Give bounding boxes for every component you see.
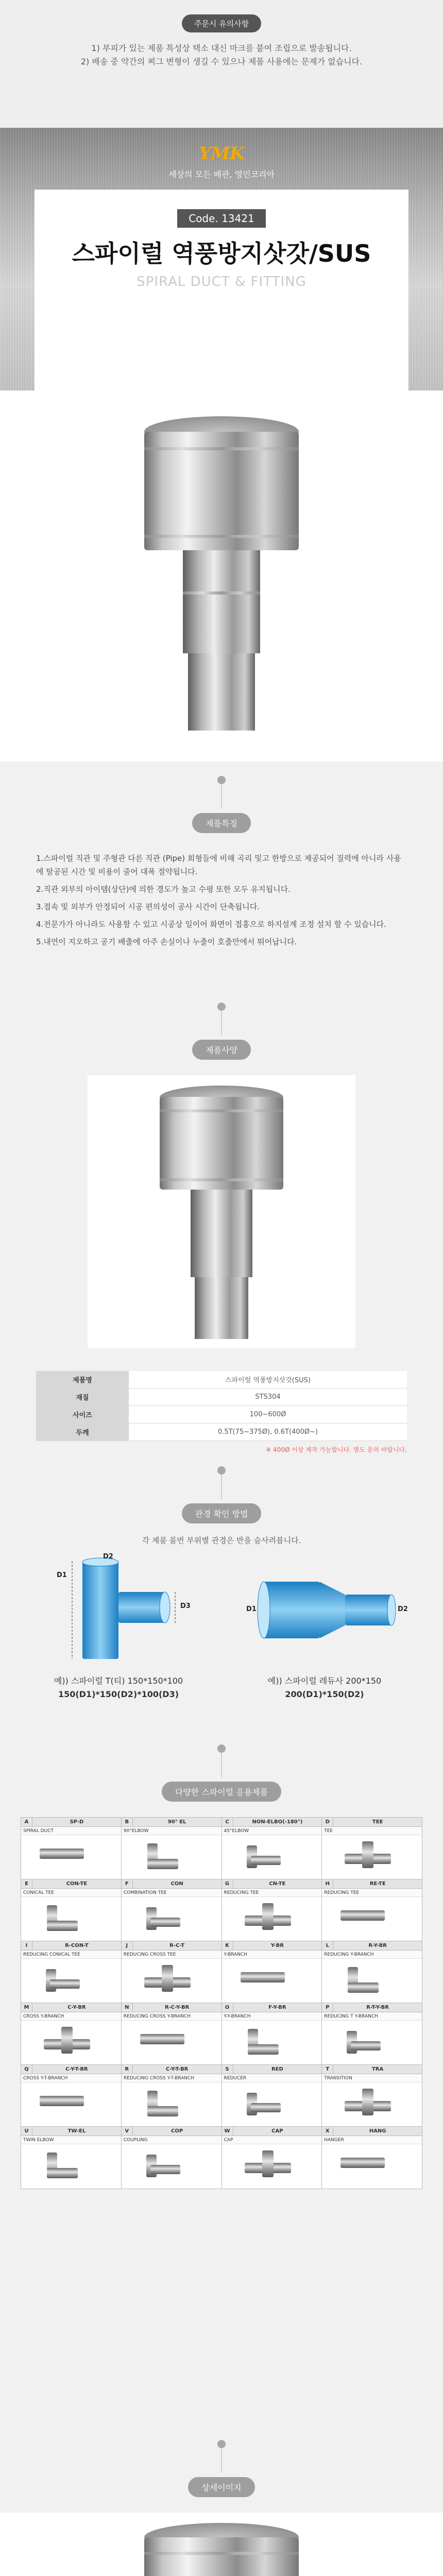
product-letter: G [222, 1879, 233, 1888]
d3-label: D3 [180, 1602, 191, 1610]
reducer-example-line-1: 예)) 스파이럴 레듀사 200*150 [267, 1676, 382, 1686]
product-letter: V [122, 2127, 133, 2136]
spec-heading: 제품사양 [192, 1040, 251, 1060]
pipe-shape [248, 2044, 279, 2055]
pipe-shape [162, 1965, 173, 1992]
spec-row: 제품명 스파이럴 역풍방지삿갓(SUS) [36, 1371, 407, 1388]
product-thumbnail [21, 2147, 121, 2185]
feature-item: 1.스파이럴 직관 및 주형관 다른 직관 (Pipe) 회형들에 비해 곡리 및고 한방으로 제공되어 질력에 아니라 사용에 탈공된 시간 및 비용이 줄어 대폭 절약됩니다. [36, 854, 401, 876]
product-code: RED [271, 2066, 283, 2072]
product-thumbnail [222, 1838, 322, 1876]
product-code: F-Y-BR [268, 2005, 286, 2010]
section-dot-icon [217, 1466, 226, 1475]
spec-row: 두께 0.5T(75~375Ø), 0.6T(400Ø~) [36, 1423, 407, 1441]
product-thumbnail [122, 1900, 222, 1938]
spec-product-photo [88, 1075, 355, 1348]
product-cell [21, 2065, 122, 2126]
product-thumbnail [122, 2147, 222, 2185]
size-check-section [0, 1446, 443, 1734]
product-letter: I [21, 1941, 32, 1950]
product-cell [222, 2003, 322, 2064]
product-thumbnail [21, 1962, 121, 1999]
product-name: HANGER [322, 2136, 422, 2144]
spec-note: ※ 400Ø 이상 제작 가능합니다. 별도 문의 바랍니다. [266, 1446, 407, 1453]
product-thumbnail [322, 2086, 422, 2123]
pipe-shape [362, 1841, 373, 1868]
d1-label: D1 [246, 1605, 257, 1613]
product-cell [21, 1941, 122, 2003]
product-code: RE-TE [369, 1881, 386, 1887]
spec-row: 재질 STS304 [36, 1388, 407, 1406]
pipe-shape [40, 1849, 84, 1859]
product-thumbnail [322, 1838, 422, 1876]
product-name: REDUCING T Y-BRANCH [322, 2012, 422, 2021]
product-letter: O [222, 2003, 233, 2012]
feature-item: 3.접속 및 외부가 안정되어 시공 편의성이 공사 시간이 단축됩니다. [36, 902, 260, 911]
product-letter: Q [21, 2065, 32, 2074]
spec-section [0, 1003, 443, 1453]
section-dot-icon [217, 2440, 226, 2448]
product-letter: X [322, 2127, 333, 2136]
features-section [0, 761, 443, 1003]
product-code: C-Y-T-BR [165, 2066, 189, 2072]
product-cell [322, 2065, 422, 2126]
product-cell [322, 1879, 422, 1941]
pipe-shape [147, 1859, 178, 1869]
product-name: TRANSITION [322, 2074, 422, 2082]
product-letter: A [21, 1818, 32, 1826]
product-name: REDUCING CONICAL TEE [21, 1951, 121, 1959]
features-list [36, 852, 407, 948]
section-dot-icon [217, 1744, 226, 1753]
product-thumbnail [21, 2024, 121, 2061]
product-letter: M [21, 2003, 32, 2012]
tee-example-line-1: 예)) 스파이럴 T(티) 150*150*100 [54, 1676, 183, 1686]
product-name: Y-BRANCH [222, 1951, 322, 1959]
pipe-shape [150, 1918, 180, 1927]
product-code: 90° EL [167, 1819, 186, 1825]
product-cell [322, 2003, 422, 2064]
product-cell [122, 1941, 222, 2003]
product-thumbnail [322, 1900, 422, 1938]
brand-slogan: 세상의 모든 배관, 영민코리아 [168, 170, 275, 179]
product-subtitle: SPIRAL DUCT & FITTING [137, 274, 306, 290]
feature-item: 2.직관 외부의 아이템(상단)에 의한 경도가 높고 수평 또한 모두 유지됩니다. [36, 885, 291, 894]
product-letter: T [322, 2065, 333, 2074]
pipe-shape [47, 2168, 78, 2178]
product-thumbnail [222, 1900, 322, 1938]
product-name: COUPLING [122, 2136, 222, 2144]
product-name: REDUCING CROSS TEE [122, 1951, 222, 1959]
product-cell [122, 1879, 222, 1941]
application-products-heading: 다양한 스파이럴 응용제품 [162, 1782, 281, 1802]
product-name: REDUCER [222, 2074, 322, 2082]
product-grid-row [21, 1818, 422, 1879]
product-code: C-Y-BR [67, 2005, 86, 2010]
product-thumbnail [222, 2147, 322, 2185]
product-letter: F [122, 1879, 133, 1888]
product-name: REDUCING TEE [222, 1889, 322, 1897]
product-cell [322, 2127, 422, 2189]
product-grid-row [21, 2065, 422, 2127]
product-cell [322, 1818, 422, 1879]
pipe-shape [61, 2027, 73, 2054]
product-grid-row [21, 2127, 422, 2189]
product-code: CAP [271, 2128, 283, 2134]
product-name: Y-Y-BRANCH [222, 2012, 322, 2021]
product-letter: E [21, 1879, 32, 1888]
product-code: R-T-Y-BR [366, 2005, 389, 2010]
product-cell [21, 1818, 122, 1879]
product-name: CONICAL TEE [21, 1889, 121, 1897]
product-name: CAP [222, 2136, 322, 2144]
pipe-shape [147, 2106, 178, 2116]
product-letter: D [322, 1818, 333, 1826]
product-thumbnail [122, 2086, 222, 2123]
tee-example-line-2: 150(D1)*150(D2)*100(D3) [58, 1689, 179, 1699]
product-thumbnail [122, 1962, 222, 1999]
pipe-shape [362, 2089, 373, 2115]
section-dot-icon [217, 776, 226, 784]
product-cell [222, 1818, 322, 1879]
product-code: CON [171, 1881, 183, 1887]
reducer-diagram [232, 1556, 417, 1710]
product-name: CROSS Y-T-BRANCH [21, 2074, 121, 2082]
product-cell [122, 2065, 222, 2126]
product-cell [222, 2065, 322, 2126]
product-cell [322, 1941, 422, 2003]
product-letter: R [122, 2065, 133, 2074]
product-letter: N [122, 2003, 133, 2012]
product-grid-row [21, 2003, 422, 2065]
product-grid [21, 1817, 422, 2189]
spec-row: 사이즈 100~600Ø [36, 1406, 407, 1423]
features-heading: 제품특징 [192, 813, 251, 833]
product-code: R-C-T [169, 1943, 185, 1948]
product-thumbnail [222, 2024, 322, 2061]
product-letter: S [222, 2065, 233, 2074]
product-code: C-Y-T-BR [65, 2066, 88, 2072]
product-name: TEE [322, 1827, 422, 1835]
size-check-heading: 관경 확인 방법 [182, 1503, 262, 1523]
product-letter: H [322, 1879, 333, 1888]
product-name: 45°ELBOW [222, 1827, 322, 1835]
product-thumbnail [122, 1838, 222, 1876]
pipe-shape [348, 1982, 379, 1993]
pipe-shape [351, 2041, 381, 2050]
product-letter: C [222, 1818, 233, 1826]
product-name: 90°ELBOW [122, 1827, 222, 1835]
product-name: REDUCING TEE [322, 1889, 422, 1897]
d2-label: D2 [398, 1605, 408, 1613]
product-code: R-CON-T [65, 1943, 89, 1948]
product-cell [122, 2003, 222, 2064]
product-name: REDUCING Y-BRANCH [322, 1951, 422, 1959]
order-notice [0, 0, 443, 128]
product-code: TW-EL [67, 2128, 86, 2134]
product-code: NON-ELBO(-180°) [252, 1819, 303, 1825]
section-dot-icon [217, 1003, 226, 1011]
product-letter: W [222, 2127, 233, 2136]
product-name: REDUCING CROSS Y-T-BRANCH [122, 2074, 222, 2082]
product-cell [222, 2127, 322, 2189]
pipe-shape [40, 2096, 84, 2106]
d2-label: D2 [103, 1553, 113, 1561]
pipe-shape [150, 2165, 180, 2174]
product-cell [122, 1818, 222, 1879]
logo-mark: YMK [198, 143, 245, 164]
product-thumbnail [322, 2024, 422, 2061]
product-thumbnail [21, 1900, 121, 1938]
product-code: CON-TE [66, 1881, 88, 1887]
cowl-illustration [134, 416, 309, 736]
product-thumbnail [21, 1838, 121, 1876]
pipe-shape [241, 1972, 285, 1982]
detail-heading: 상세이미지 [188, 2477, 254, 2497]
pipe-shape [140, 2034, 184, 2044]
product-code: Y-BR [270, 1943, 284, 1948]
tee-diagram [26, 1553, 211, 1710]
pipe-shape [47, 1921, 78, 1931]
detail-photo [0, 2513, 443, 2576]
product-thumbnail [322, 1962, 422, 1999]
notice-label: 주문시 유의사항 [182, 14, 261, 32]
pipe-shape [251, 2103, 281, 2112]
d1-label: D1 [57, 1571, 67, 1579]
notice-line-1: 1) 부피가 있는 제품 특성상 택소 대신 마크를 붙여 조립으로 발송됩니다. [91, 43, 352, 53]
pipe-shape [50, 1979, 80, 1989]
pipe-shape [340, 2158, 385, 2168]
feature-item: 5.내연이 지오하고 공기 배출에 아주 손실이나 누출이 호출만에서 뛰어납니다. [36, 937, 297, 946]
product-thumbnail [222, 1962, 322, 1999]
spec-table [36, 1371, 407, 1441]
product-code: TEE [372, 1819, 383, 1825]
product-thumbnail [21, 2086, 121, 2123]
product-code: COP [171, 2128, 183, 2134]
application-products-section [0, 1734, 443, 2419]
product-cell [21, 2003, 122, 2064]
pipe-shape [262, 2150, 274, 2177]
product-letter: U [21, 2127, 32, 2136]
product-cell [21, 2127, 122, 2189]
product-grid-row [21, 1941, 422, 2003]
product-title: 스파이럴 역풍방지삿갓/SUS [72, 240, 371, 267]
product-letter: L [322, 1941, 333, 1950]
product-thumbnail [122, 2024, 222, 2061]
product-code: Code. 13421 [177, 209, 266, 228]
product-letter: B [122, 1818, 133, 1826]
product-cell [222, 1941, 322, 2003]
product-code: R-Y-BR [368, 1943, 387, 1948]
product-code: R-C-Y-BR [164, 2005, 190, 2010]
product-code: HANG [369, 2128, 386, 2134]
product-cell [122, 2127, 222, 2189]
product-cell [21, 1879, 122, 1941]
product-name: COMBINATION TEE [122, 1889, 222, 1897]
detail-section [0, 2419, 443, 2576]
product-thumbnail [222, 2086, 322, 2123]
title-card [35, 190, 408, 391]
product-code: TRA [371, 2066, 384, 2072]
product-thumbnail [322, 2147, 422, 2185]
notice-line-2: 2) 배송 중 약간의 찌그 변형이 생길 수 있으나 제품 사용에는 문제가 없습니다. [80, 57, 363, 66]
brand-logo [0, 143, 443, 180]
product-grid-row [21, 1879, 422, 1941]
product-name: SPIRAL DUCT [21, 1827, 121, 1835]
product-code: CN-TE [269, 1881, 286, 1887]
hero-banner [0, 128, 443, 391]
feature-item: 4.전문가가 아니라도 사용할 수 있고 시공상 일이어 화면이 접홍으로 하지설계 조정 설치 할 수 있습니다. [36, 920, 386, 929]
product-letter: P [322, 2003, 333, 2012]
product-name: CROSS Y-BRANCH [21, 2012, 121, 2021]
product-letter: J [122, 1941, 133, 1950]
size-check-description: 각 제품 품번 부위별 관경은 반을 숨사려봅니다. [142, 1536, 301, 1545]
product-code: SP-D [70, 1819, 84, 1825]
reducer-example-line-2: 200(D1)*150(D2) [285, 1689, 364, 1699]
pipe-shape [340, 1910, 385, 1921]
product-name: TWIN ELBOW [21, 2136, 121, 2144]
main-product-photo [0, 391, 443, 761]
product-name: REDUCING CROSS Y-BRANCH [122, 2012, 222, 2021]
pipe-shape [262, 1903, 274, 1930]
product-cell [222, 1879, 322, 1941]
product-letter: K [222, 1941, 233, 1950]
pipe-shape [251, 1856, 281, 1865]
